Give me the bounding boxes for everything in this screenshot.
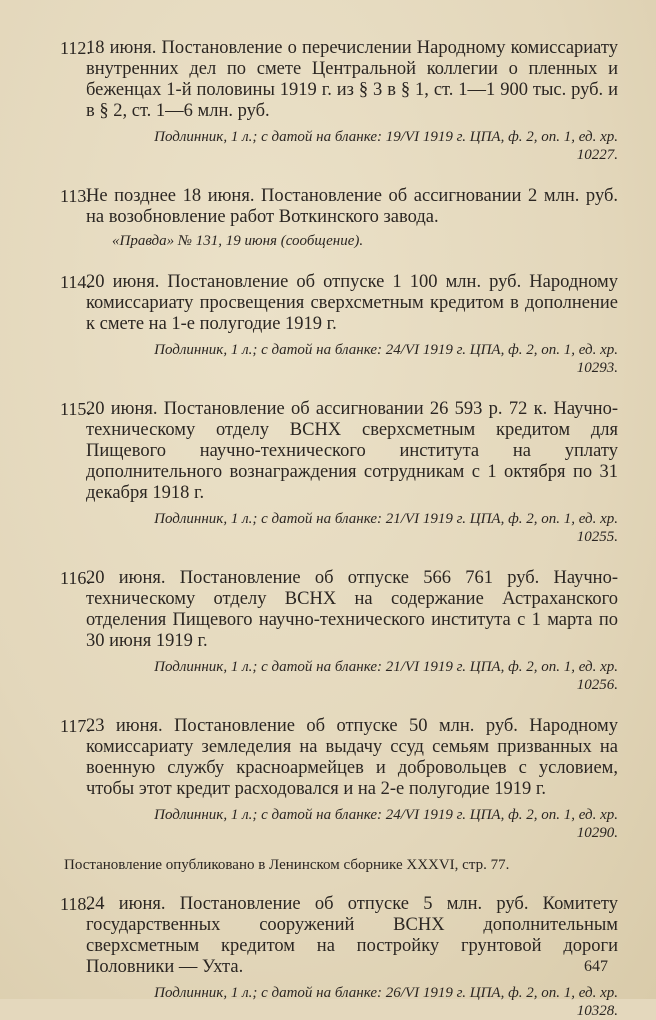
entry-text: 20 июня. Постановление об отпуске 566 761 руб. Научно-техническому отделу ВСНХ на содержание Астраханского отделения Пищевого научно-технического института с 1 марта по 30 июня 1919 г.: [86, 568, 618, 651]
entry-source: Подлинник, 1 л.; с датой на бланке: 24/VI 1919 г. ЦПА, ф. 2, оп. 1, ед. хр. 10293.: [154, 342, 618, 376]
entry-source: Подлинник, 1 л.; с датой на бланке: 26/VI 1919 г. ЦПА, ф. 2, оп. 1, ед. хр. 10328.: [154, 985, 618, 1019]
entry-number: 115.: [60, 399, 91, 419]
entry-number: 112.: [60, 38, 91, 58]
entry-source: Подлинник, 1 л.; с датой на бланке: 21/VI 1919 г. ЦПА, ф. 2, оп. 1, ед. хр. 10255.: [154, 511, 618, 545]
publication-note: Постановление опубликовано в Ленинском сборнике XXXVI, стр. 77.: [64, 857, 510, 873]
entry-source: Подлинник, 1 л.; с датой на бланке: 24/VI 1919 г. ЦПА, ф. 2, оп. 1, ед. хр. 10290.: [154, 807, 618, 841]
entry-number: 114.: [60, 272, 91, 292]
entry-number: 118.: [60, 894, 91, 914]
entry-115: [60, 399, 618, 546]
entry-text: 18 июня. Постановление о перечислении Народному комиссариату внутренних дел по смете Центральной коллегии о пленных и беженцах 1-й половины 1919 г. из § 3 в § 1, ст. 1—1 900 тыс. руб. и в § 2, ст. 1—6 млн. руб.: [86, 38, 618, 121]
entry-114: [60, 272, 618, 377]
entry-text: 24 июня. Постановление об отпуске 5 млн. руб. Комитету государственных сооружений ВСНХ дополнительным сверхсметным кредитом на постройку грунтовой дороги Половники — Ухта.: [86, 894, 618, 977]
entry-117: [60, 716, 618, 842]
page-number: 647: [584, 958, 608, 975]
entry-source: Подлинник, 1 л.; с датой на бланке: 19/VI 1919 г. ЦПА, ф. 2, оп. 1, ед. хр. 10227.: [154, 129, 618, 163]
entry-number: 113.: [60, 186, 91, 206]
entry-source: «Правда» № 131, 19 июня (сообщение).: [112, 233, 364, 249]
entry-number: 117.: [60, 716, 91, 736]
entry-112: [60, 38, 618, 164]
entry-113: [60, 186, 618, 250]
entry-118: [60, 894, 618, 1020]
entry-116: [60, 568, 618, 694]
entry-number: 116.: [60, 568, 91, 588]
entry-text: 23 июня. Постановление об отпуске 50 млн. руб. Народному комиссариату земледелия на выдачу ссуд семьям призванных на военную службу красноармейцев и добровольцев с условием, чтобы этот кредит расходовался и на 2-е полугодие 1919 г.: [86, 716, 618, 799]
entry-source: Подлинник, 1 л.; с датой на бланке: 21/VI 1919 г. ЦПА, ф. 2, оп. 1, ед. хр. 10256.: [154, 659, 618, 693]
entry-text: 20 июня. Постановление об отпуске 1 100 млн. руб. Народному комиссариату просвещения сверхсметным кредитом в дополнение к смете на 1-е полугодие 1919 г.: [86, 272, 618, 334]
entry-text: 20 июня. Постановление об ассигновании 26 593 р. 72 к. Научно-техническому отделу ВСНХ сверхсметным кредитом для Пищевого научно-технического института на уплату дополнительного вознаграждения сотрудникам с 1 октября по 31 декабря 1918 г.: [86, 399, 618, 503]
entry-text: Не позднее 18 июня. Постановление об ассигновании 2 млн. руб. на возобновление работ Воткинского завода.: [86, 186, 618, 227]
